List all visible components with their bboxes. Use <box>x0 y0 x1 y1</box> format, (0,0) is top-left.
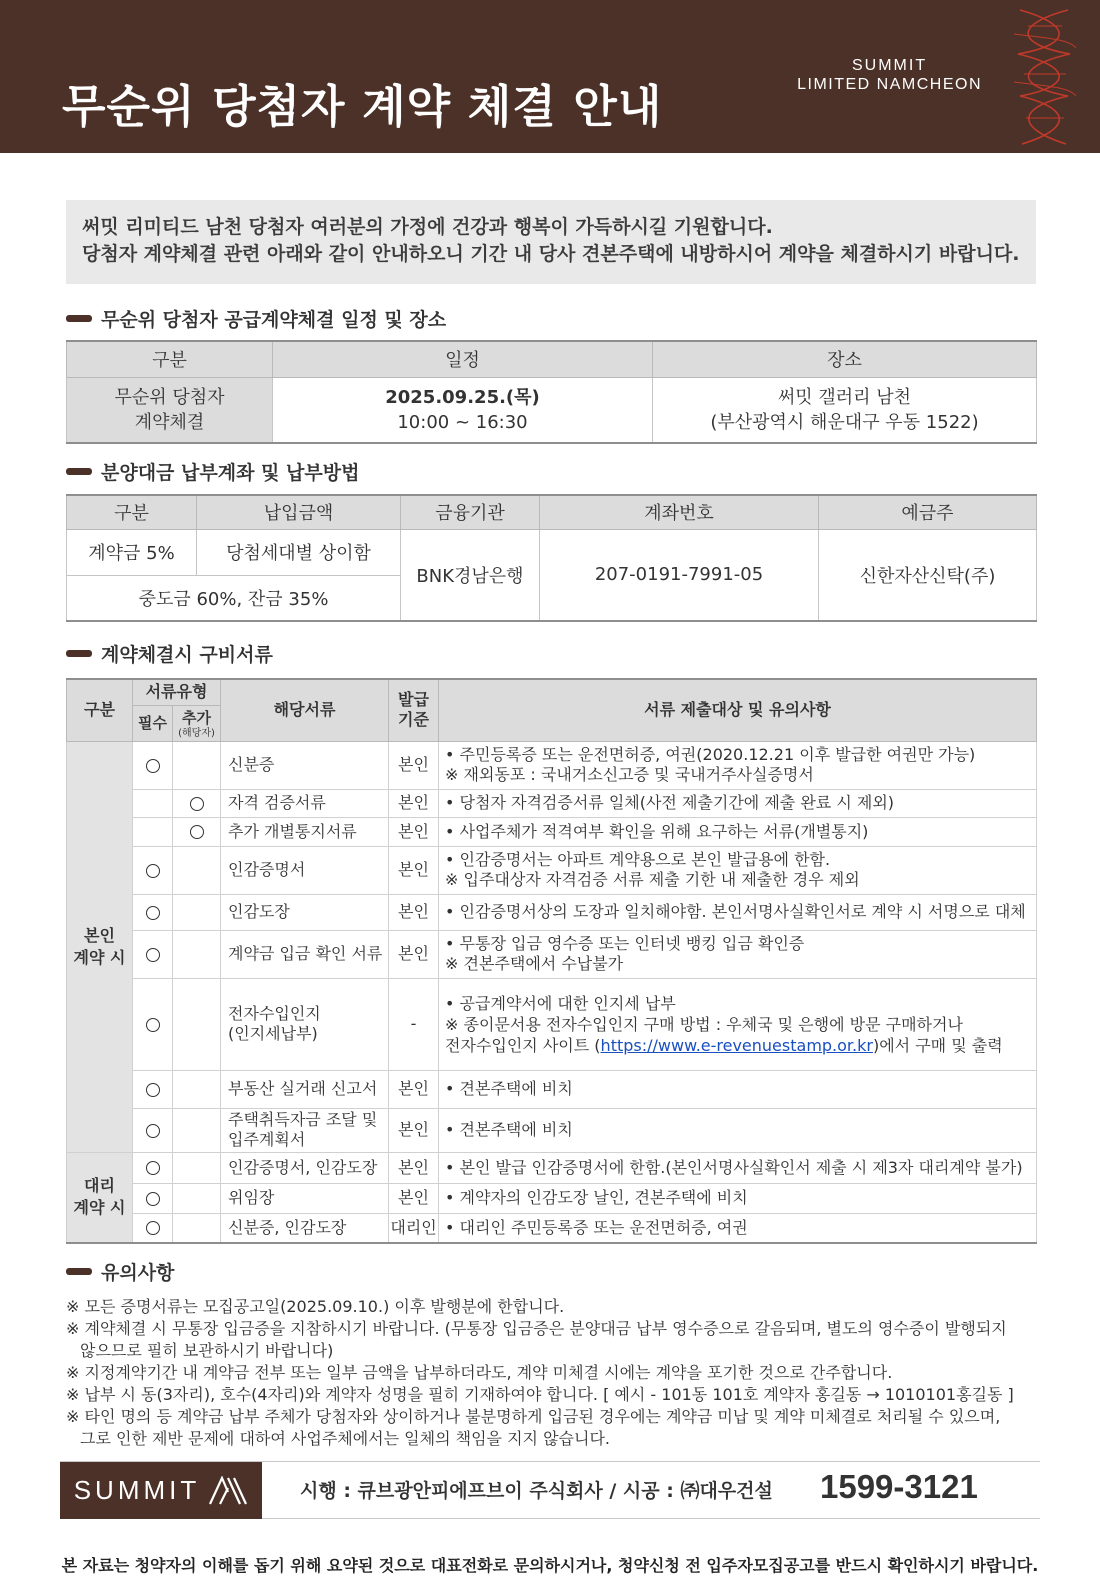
schedule-place: 써밋 갤러리 남천 <box>777 386 912 408</box>
documents-table <box>66 678 1037 1244</box>
table-row <box>67 789 1037 817</box>
additional-cell <box>173 930 221 978</box>
builder-info: 시행 : 큐브광안피에프브이 주식회사 / 시공 : ㈜대우건설 <box>300 1480 773 1502</box>
section-documents-title <box>66 640 273 667</box>
required-cell <box>133 1070 173 1108</box>
section-schedule-label: 무순위 당첨자 공급계약체결 일정 및 장소 <box>101 309 447 331</box>
circle-mark-icon <box>146 759 160 773</box>
section-bar-icon <box>66 315 92 322</box>
doc-line: 전자수입인지 <box>228 1004 321 1023</box>
payment-amount: 당첨세대별 상이함 <box>197 529 401 575</box>
col-header: 해당서류 <box>221 679 389 741</box>
circle-mark-icon <box>146 1192 160 1206</box>
document-name: 인감증명서 <box>221 846 389 894</box>
additional-cell <box>173 978 221 1070</box>
dna-helix-icon <box>1010 4 1080 152</box>
payment-account: 207-0191-7991-05 <box>540 529 819 621</box>
document-name: 자격 검증서류 <box>221 789 389 817</box>
document-name: 신분증, 인감도장 <box>221 1213 389 1243</box>
document-note <box>439 978 1037 1070</box>
required-cell <box>133 817 173 846</box>
issuer: 본인 <box>389 930 439 978</box>
payment-table <box>66 494 1037 622</box>
document-note: • 계약자의 인감도장 날인, 견본주택에 비치 <box>439 1183 1037 1213</box>
col-header <box>389 679 439 741</box>
group-proxy-line2: 계약 시 <box>73 1198 126 1218</box>
schedule-date: 2025.09.25.(목) <box>385 386 540 408</box>
issuer: 대리인 <box>389 1213 439 1243</box>
document-note: • 본인 발급 인감증명서에 한함.(본인서명사실확인서 제출 시 제3자 대리계약 불가) <box>439 1152 1037 1183</box>
issuer: 본인 <box>389 894 439 930</box>
additional-cell <box>173 1152 221 1183</box>
notice-line: ※ 타인 명의 등 계약금 납부 주체가 당첨자와 상이하거나 불분명하게 입금된 경우에는 계약금 미납 및 계약 미체결로 처리될 수 있으며, <box>66 1407 1001 1426</box>
note-text: 전자수입인지 사이트 ( <box>445 1035 601 1055</box>
table-row <box>67 1183 1037 1213</box>
note-line: ※ 종이문서용 전자수입인지 구매 방법 : 우체국 및 은행에 방문 구매하거나 <box>445 1014 963 1034</box>
document-name <box>221 1108 389 1152</box>
document-note: • 견본주택에 비치 <box>439 1070 1037 1108</box>
section-notice-label: 유의사항 <box>101 1262 175 1284</box>
intro-line2: 당첨자 계약체결 관련 아래와 같이 안내하오니 기간 내 당사 견본주택에 내방하시어 계약을 체결하시기 바랍니다. <box>82 243 1020 265</box>
section-documents-label: 계약체결시 구비서류 <box>101 644 273 666</box>
col-header: 서류유형 <box>133 679 221 705</box>
table-row <box>67 1152 1037 1183</box>
note-line <box>445 1035 1036 1056</box>
payment-category: 계약금 5% <box>67 529 197 575</box>
document-name <box>221 978 389 1070</box>
note-line: • 무통장 입금 영수증 또는 인터넷 뱅킹 입금 확인증 <box>445 934 805 953</box>
section-schedule-title <box>66 305 446 332</box>
note-line: • 인감증명서는 아파트 계약용으로 본인 발급용에 한함. <box>445 850 831 869</box>
brand-line2: LIMITED NAMCHEON <box>797 76 982 93</box>
col-header <box>173 705 221 741</box>
additional-cell <box>173 894 221 930</box>
required-cell <box>133 1213 173 1243</box>
issuer: 본인 <box>389 741 439 789</box>
additional-cell <box>173 846 221 894</box>
circle-mark-icon <box>146 1161 160 1175</box>
schedule-date-cell <box>273 377 653 443</box>
note-text: )에서 구매 및 출력 <box>872 1035 1003 1055</box>
group-self-line1: 본인 <box>84 925 115 945</box>
payment-holder: 신한자산신탁(주) <box>819 529 1037 621</box>
table-row <box>67 1108 1037 1152</box>
notice-line: ※ 모든 증명서류는 모집공고일(2025.09.10.) 이후 발행분에 한합니다. <box>66 1297 565 1316</box>
document-note: • 당첨자 자격검증서류 일체(사전 제출기간에 제출 완료 시 제외) <box>439 789 1037 817</box>
col-header: 장소 <box>653 341 1037 377</box>
circle-mark-icon <box>146 1124 160 1138</box>
issuer: 본인 <box>389 846 439 894</box>
required-cell <box>133 930 173 978</box>
document-note: • 견본주택에 비치 <box>439 1108 1037 1152</box>
issuer-header-line1: 발급 <box>398 690 429 710</box>
document-note: • 사업주체가 적격여부 확인을 위해 요구하는 서류(개별통지) <box>439 817 1037 846</box>
table-row <box>67 741 1037 789</box>
issuer: 본인 <box>389 1152 439 1183</box>
section-bar-icon <box>66 650 92 657</box>
header-banner <box>0 0 1100 153</box>
section-bar-icon <box>66 1268 92 1275</box>
circle-mark-icon <box>146 906 160 920</box>
payment-category: 중도금 60%, 잔금 35% <box>67 575 401 621</box>
intro-message <box>66 200 1036 284</box>
logo-text: SUMMIT <box>73 1475 201 1505</box>
col-header: 구분 <box>67 341 273 377</box>
category-line2: 계약체결 <box>134 411 205 433</box>
issuer: 본인 <box>389 1070 439 1108</box>
additional-label: 추가 <box>182 708 211 727</box>
notice-list <box>66 1296 1014 1450</box>
schedule-table <box>66 340 1037 444</box>
schedule-place-cell <box>653 377 1037 443</box>
section-notice-title <box>66 1258 174 1285</box>
additional-cell <box>173 1183 221 1213</box>
doc-line: 입주계획서 <box>228 1130 306 1149</box>
col-header: 서류 제출대상 및 유의사항 <box>439 679 1037 741</box>
required-cell <box>133 1108 173 1152</box>
circle-mark-icon <box>190 797 204 811</box>
section-payment-title <box>66 458 359 485</box>
document-note <box>439 930 1037 978</box>
issuer-header-line2: 기준 <box>398 710 429 730</box>
doc-line: (인지세납부) <box>228 1024 318 1043</box>
circle-mark-icon <box>146 864 160 878</box>
note-line: ※ 재외동포 : 국내거소신고증 및 국내거주사실증명서 <box>445 765 814 784</box>
col-header: 금융기관 <box>401 495 540 529</box>
disclaimer: 본 자료는 청약자의 이해를 돕기 위해 요약된 것으로 대표전화로 문의하시거나, 청약신청 전 입주자모집공고를 반드시 확인하시기 바랍니다. <box>61 1556 1039 1575</box>
summit-logo <box>60 1462 262 1519</box>
document-note <box>439 741 1037 789</box>
intro-line1: 써밋 리미티드 남천 당첨자 여러분의 가정에 건강과 행복이 가득하시길 기원합니다. <box>82 216 773 238</box>
section-payment-label: 분양대금 납부계좌 및 납부방법 <box>101 462 360 484</box>
issuer: - <box>389 978 439 1070</box>
notice-line: ※ 계약체결 시 무통장 입금증을 지참하시기 바랍니다. (무통장 입금증은 분양대금 납부 영수증으로 갈음되며, 별도의 영수증이 발행되지 <box>66 1319 1007 1338</box>
brand-logo <box>797 56 982 94</box>
table-row <box>67 978 1037 1070</box>
col-header: 일정 <box>273 341 653 377</box>
additional-cell <box>173 1070 221 1108</box>
notice-line: ※ 지정계약기간 내 계약금 전부 또는 일부 금액을 납부하더라도, 계약 미체결 시에는 계약을 포기한 것으로 간주합니다. <box>66 1363 893 1382</box>
additional-cell <box>173 789 221 817</box>
table-row <box>67 1070 1037 1108</box>
document-note: • 인감증명서상의 도장과 일치해야함. 본인서명사실확인서로 계약 시 서명으로 대체 <box>439 894 1037 930</box>
circle-mark-icon <box>146 1221 160 1235</box>
page-title: 무순위 당첨자 계약 체결 안내 <box>62 80 663 133</box>
document-name: 위임장 <box>221 1183 389 1213</box>
circle-mark-icon <box>146 948 160 962</box>
circle-mark-icon <box>146 1018 160 1032</box>
document-name: 인감증명서, 인감도장 <box>221 1152 389 1183</box>
issuer: 본인 <box>389 1183 439 1213</box>
table-row <box>67 930 1037 978</box>
footer-bar <box>60 1461 1040 1519</box>
required-cell <box>133 846 173 894</box>
note-line: ※ 견본주택에서 수납불가 <box>445 954 624 973</box>
doc-line: 주택취득자금 조달 및 <box>228 1110 378 1129</box>
issuer: 본인 <box>389 817 439 846</box>
col-header: 납입금액 <box>197 495 401 529</box>
payment-bank: BNK경남은행 <box>401 529 540 621</box>
note-line: • 주민등록증 또는 운전면허증, 여권(2020.12.21 이후 발급한 여권만 가능) <box>445 745 976 764</box>
table-row <box>67 1213 1037 1243</box>
additional-sub-label: (해당자) <box>178 727 215 739</box>
category-line1: 무순위 당첨자 <box>114 386 225 408</box>
table-row <box>67 529 1037 575</box>
brand-line1: SUMMIT <box>851 57 928 74</box>
table-row <box>67 846 1037 894</box>
circle-mark-icon <box>190 825 204 839</box>
table-row <box>67 817 1037 846</box>
note-line: ※ 입주대상자 자격검증 서류 제출 기한 내 제출한 경우 제외 <box>445 870 860 889</box>
issuer: 본인 <box>389 789 439 817</box>
phone-number[interactable]: 1599-3121 <box>820 1468 978 1505</box>
notice-line: 그로 인한 제반 문제에 대하여 사업주체에서는 일체의 책임을 지지 않습니다. <box>80 1429 610 1448</box>
group-proxy-line1: 대리 <box>84 1176 115 1196</box>
document-name: 계약금 입금 확인 서류 <box>221 930 389 978</box>
revenue-stamp-link[interactable]: https://www.e-revenuestamp.or.kr <box>600 1035 873 1055</box>
col-header: 구분 <box>67 495 197 529</box>
additional-cell <box>173 741 221 789</box>
circle-mark-icon <box>146 1083 160 1097</box>
document-name: 신분증 <box>221 741 389 789</box>
document-note <box>439 846 1037 894</box>
notice-line: 않으므로 필히 보관하시기 바랍니다) <box>80 1341 334 1360</box>
required-cell <box>133 789 173 817</box>
issuer: 본인 <box>389 1108 439 1152</box>
table-row <box>67 894 1037 930</box>
table-row <box>67 377 1037 443</box>
group-proxy <box>67 1152 133 1243</box>
section-bar-icon <box>66 468 92 475</box>
required-cell <box>133 1183 173 1213</box>
required-cell <box>133 894 173 930</box>
notice-line: ※ 납부 시 동(3자리), 호수(4자리)와 계약자 성명을 필히 기재하여야 합니다. [ 예시 - 101동 101호 계약자 홍길동 → 1010101홍길동 ] <box>66 1385 1014 1404</box>
additional-cell <box>173 1108 221 1152</box>
schedule-category <box>67 377 273 443</box>
col-header: 계좌번호 <box>540 495 819 529</box>
additional-cell <box>173 1213 221 1243</box>
document-name: 인감도장 <box>221 894 389 930</box>
col-header: 필수 <box>133 705 173 741</box>
document-name: 추가 개별통지서류 <box>221 817 389 846</box>
document-name: 부동산 실거래 신고서 <box>221 1070 389 1108</box>
required-cell <box>133 741 173 789</box>
group-self-line2: 계약 시 <box>73 947 126 967</box>
additional-cell <box>173 817 221 846</box>
schedule-time: 10:00 ~ 16:30 <box>397 411 528 433</box>
group-self <box>67 741 133 1152</box>
col-header: 구분 <box>67 679 133 741</box>
document-note: • 대리인 주민등록증 또는 운전면허증, 여권 <box>439 1213 1037 1243</box>
note-line: • 공급계약서에 대한 인지세 납부 <box>445 993 676 1013</box>
required-cell <box>133 1152 173 1183</box>
required-cell <box>133 978 173 1070</box>
col-header: 예금주 <box>819 495 1037 529</box>
schedule-address: (부산광역시 해운대구 우동 1522) <box>710 411 979 433</box>
summit-mark-icon <box>208 1476 248 1506</box>
